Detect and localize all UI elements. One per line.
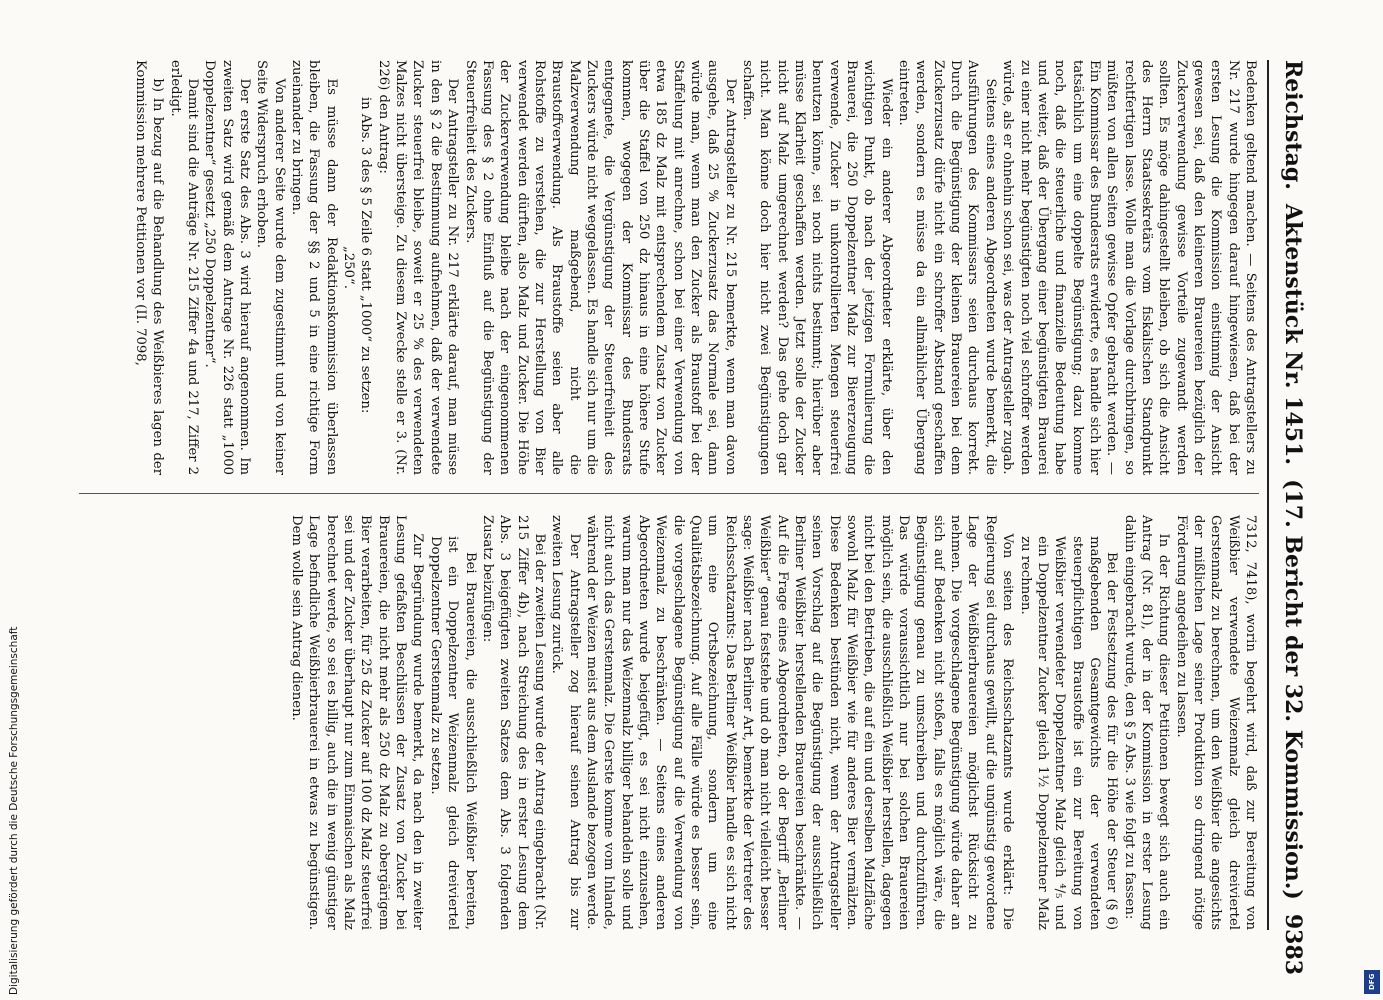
left-paragraph: Von anderer Seite wurde dem zugestimmt und von keiner Seite Widerspruch erhoben. <box>254 60 287 475</box>
right-motion: Bei Brauereien, die ausschließlich Weißbier bereiten, ist ein Doppelzentner Weizenmalz gleich dreiviertel Doppelzentner Gerstenmalz zu setzen. <box>427 536 478 930</box>
left-paragraph: Der Antragsteller zu Nr. 215 bemerkte, wenn man davon ausgehe, daß 25 % Zuckerzusatz das Normale sei, dann würde man, wenn man den Zucker als Braustoff bei der Staffelung mit anrechne, schon bei einer Verwendung von etwa 185 dz Malz mit entsprechendem Zusatz von Zucker über die Staffel von 250 dz hinaus in eine höhere Stufe kommen, wogegen der Kommissar des Bundesrats entgegnete, die Vergünstigung der Steuerfreiheit des Zuckers würde nicht weggelassen. Es handle sich nur um die Malzverwendung maßgebend, nicht die Braustoffverwendung. Als Braustoffe seien aber alle Rohstoffe zu verstehen, die zur Herstellung von Bier verwendet werden dürften, also Malz und Zucker. Die Höhe der Zuckerverwendung bleibe nach der eingenommenen Fassung des § 2 ohne Einfluß auf die Begünstigung der Steuerfreiheit des Zuckers. <box>462 60 738 475</box>
right-paragraph: Von seiten des Reichsschatzamts wurde erklärt: Die Regierung sei durchaus gewillt, auf die ungünstig gewordene Lage der Weißbierbrauereien möglichst Rücksicht zu nehmen. Die vorgeschlagene Begünstigung würde daher an sich auf Bedenken nicht stoßen, falls es möglich wäre, die Begünstigung genau zu umschreiben und durchzuführen. Das würde voraussichtlich nur bei solchen Brauereien möglich sein, die ausschließlich Weißbier herstellen, dagegen nicht bei den Betrieben, die auf ein und derselben Malzfläche sowohl Malz für Weißbier wie für anderes Bier vermälzten. Diese Bedenken bestünden nicht, wenn der Antragsteller seinen Vorschlag auf die Begünstigung der ausschließlich Berliner Weißbier herstellenden Brauereien beschränkte. — Auf die Frage eines Abgeordneten, ob der Begriff „Berliner Weißbier“ genau feststehe und ob man nicht vielleicht besser sage: Weißbier nach Berliner Art, bemerkte der Vertreter des Reichsschatzamts: Das Berliner Weißbier handle es sich nicht um eine Ortsbezeichnung, sondern um eine Qualitätsbezeichnung. Auf alle Fälle würde es besser sein, die vorgeschlagene Begünstigung auf die Verwendung von Weizenmalz zu beschränken. — Seitens eines anderen Abgeordneten wurde beigefügt, es sei nicht einzusehen, warum man nur das Weizenmalz billiger behandeln solle und nicht auch das Gerstenmalz. Die Gerste komme vom Inlande, während der Weizen meist aus dem Auslande bezogen werde. <box>583 515 1016 930</box>
header-title: Reichstag. <box>1280 60 1306 190</box>
left-paragraph: Der Antragsteller zu Nr. 217 erklärte darauf, man müsse in den § 2 die Bestimmung aufnehmen, daß der verwendete Zucker steuerfrei bleibe, soweit er 25 % des verwendeten Malzes nicht übersteige. Zu diesem Zwecke stelle er 3. (Nr. 226) den Antrag: <box>375 60 461 475</box>
left-column <box>59 60 1259 475</box>
right-motion: Bei der Festsetzung des für die Höhe der Steuer (§ 6) maßgebenden Gesamtgewichts der verwendeten steuerpflichtigen Braustoffe ist ein zur Bereitung von Weißbier verwendeter Doppelzentner Malz gleich ⁴/₅ und ein Doppelzentner Zucker gleich 1½ Doppelzentner Malz zu rechnen. <box>1017 536 1120 930</box>
header-page-number: 9383 <box>1280 913 1306 976</box>
column-divider <box>79 493 1259 494</box>
left-paragraph: Seitens eines anderen Abgeordneten wurde bemerkt, die Ausführungen des Kommissars seien durchaus korrekt. Durch die Begünstigung der kleinen Brauereien bei dem Zuckerzusatz dürfe nicht ein schroffer Abstand geschaffen werden, sondern es müsse da ein allmählicher Übergang eintreten. <box>896 60 998 475</box>
left-paragraph: Wieder ein anderer Abgeordneter erklärte, über den wichtigen Punkt, ob nach der jetzigen Formulierung die Brauerei, die 250 Doppelzentner Malz zur Biererzeugung verwende, Zucker in unkontrollierten Mengen steuerfrei benutzen könne, sei noch nichts bestimmt; hierüber aber müsse Klarheit geschaffen werden. Jetzt solle der Zucker nicht auf Malz umgerechnet werden? Das gehe doch gar nicht. Man könne doch hier nicht zwei Begünstigungen schaffen. <box>740 60 894 475</box>
left-paragraph: Bedenken geltend machen. — Seitens des Antragstellers zu Nr. 217 wurde hingegen darauf hingewiesen, daß bei der ersten Lesung die Kommission einstimmig der Ansicht gewesen sei, daß den kleineren Brauereien bezüglich der Zuckerverwendung gewisse Vorteile zugewandt werden sollten. Es möge dahingestellt bleiben, ob sich die Ansicht des Herrn Staatssekretärs vom fiskalischen Standpunkt rechtfertigen lasse. Wolle man die Vorlage durchbringen, so müßten von allen Seiten gewisse Opfer gebracht werden. — Ein Kommissar des Bundesrats erwiderte, es handle sich hier tatsächlich um eine doppelte Begünstigung; dazu komme noch, daß die steuerliche und finanzielle Bedeutung habe und weiter, daß der Übergang einer begünstigten Brauerei zu einer nicht mehr begünstigten noch viel schroffer werden würde, als er ohnehin schon sei, was der Antragsteller zugab. <box>1000 60 1258 475</box>
left-quote: „250“. <box>341 246 357 289</box>
page-header <box>1273 60 1313 976</box>
dfg-logo: DFG <box>1364 970 1380 994</box>
left-paragraph: Damit sind die Anträge Nr. 215 Ziffer 4a und 217, Ziffer 2 erledigt. <box>167 60 201 475</box>
right-paragraph: In der Richtung dieser Petitionen bewegt sich auch ein Antrag (Nr. 81), der in der Kommission in erster Lesung dahin eingebracht wurde, den § 5 Abs. 3 wie folgt zu fassen: <box>1121 515 1172 930</box>
left-paragraph: Der erste Satz des Abs. 3 wird hierauf angenommen. Im zweiten Satz wird gemäß dem Antrage Nr. 226 statt „1000 Doppelzentner“ gesetzt „250 Doppelzentner“. <box>202 60 253 475</box>
header-document: Aktenstück Nr. 1451. <box>1280 203 1306 466</box>
digitization-note: Digitalisierung gefördert durch die Deutsche Forschungsgemeinschaft <box>8 626 20 995</box>
right-paragraph: Bei der zweiten Lesung wurde der Antrag eingebracht (Nr. 215 Ziffer 4b), nach Streichung des in erster Lesung dem Abs. 3 beigefügten zweiten Satzes dem Abs. 3 folgenden Zusatz beizufügen: <box>479 515 547 930</box>
header-rule <box>1267 60 1269 930</box>
left-motion: in Abs. 3 des § 5 Zeile 6 statt „1000“ zu setzen: <box>358 96 374 414</box>
header-report: (17. Bericht der 32. Kommission.) <box>1280 479 1306 900</box>
right-column <box>59 515 1259 930</box>
left-paragraph: b) In bezug auf die Behandlung des Weißbieres lagen der Kommission mehrere Petitionen vor (II. 7098, <box>133 60 166 475</box>
left-paragraph: Es müsse dann der Redaktionskommission überlassen bleiben, die Fassung der §§ 2 und 5 in eine richtige Form zueinander zu bringen. <box>289 60 339 475</box>
right-paragraph: 7312, 7418), worin begehrt wird, daß zur Bereitung von Weißbier verwendete Weizenmalz gleich dreiviertel Gerstenmalz zu berechnen, um den Weißbier die angesichts der mißlichen Lage seiner Produktion so dringend nötige Förderung angedeihen zu lassen. <box>1173 515 1258 930</box>
right-paragraph: Der Antragsteller zog hierauf seinen Antrag bis zur zweiten Lesung zurück. <box>549 515 582 930</box>
right-paragraph: Zur Begründung wurde bemerkt, da nach den in zweiter Lesung gefaßten Beschlüssen der Zusatz von Zucker bei Brauereien, die nicht mehr als 250 dz Malz zu obergärigem Bier verarbeiten, für 25 dz Zucker auf 100 dz Malz steuerfrei sei und der Zucker überhaupt nur zum Einmaischen als Malz berechnet werde, so sei es billig, auch die in wenig günstiger Lage befindliche Weißbierbrauerei in etwas zu begünstigen. Dem wolle sein Antrag dienen. <box>289 515 426 930</box>
